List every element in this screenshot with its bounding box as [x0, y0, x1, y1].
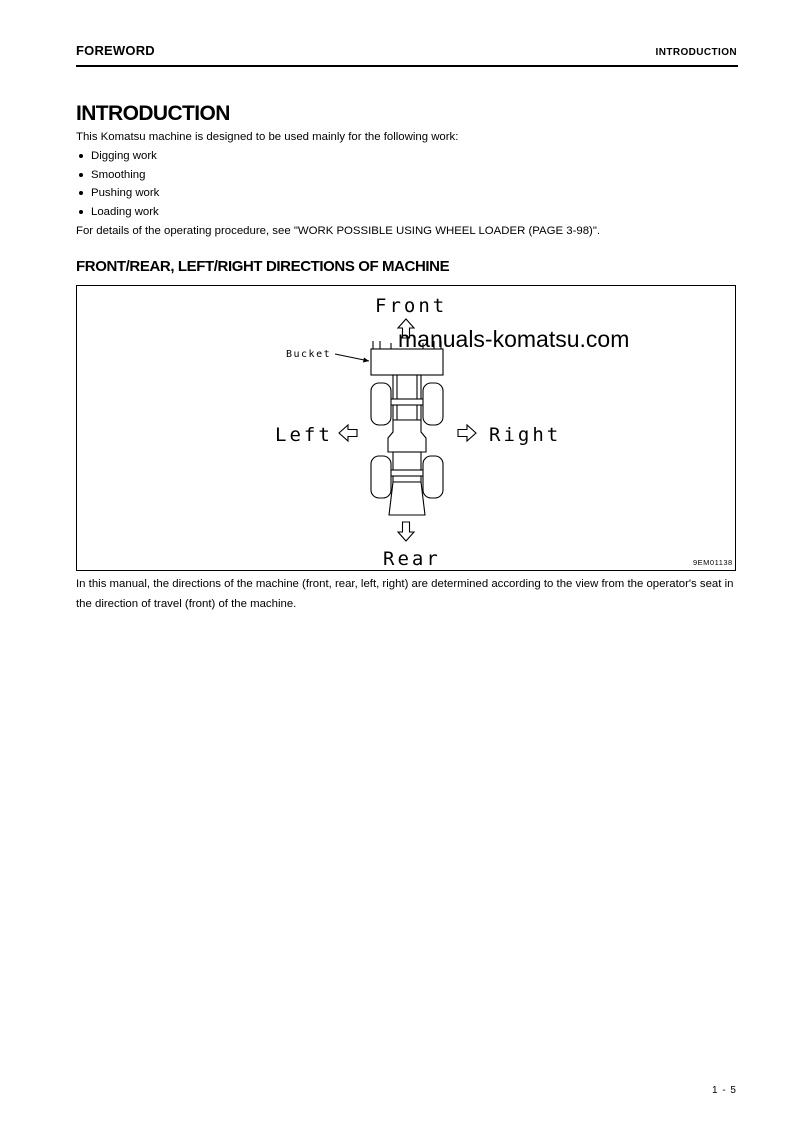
intro-lead: This Komatsu machine is designed to be used mainly for the following work:	[76, 131, 459, 143]
counterweight	[389, 482, 425, 515]
rear-label: Rear	[383, 548, 441, 570]
bullet-icon	[79, 154, 83, 158]
list-item-label: Pushing work	[91, 187, 160, 200]
intro-text	[76, 128, 746, 241]
front-left-tire	[371, 383, 391, 425]
rear-right-tire	[423, 456, 443, 498]
figure-id: 9EM01138	[693, 558, 733, 567]
left-arrow-icon	[339, 425, 357, 441]
front-label: Front	[375, 295, 448, 317]
list-item	[76, 147, 746, 166]
bucket-leader-arrow-icon	[363, 358, 369, 363]
bullet-icon	[79, 173, 83, 177]
bucket-label: Bucket	[286, 349, 332, 360]
header-divider	[76, 65, 738, 67]
list-item-label: Digging work	[91, 149, 157, 162]
page-number: 1 - 5	[711, 1085, 737, 1096]
intro-details: For details of the operating procedure, see "WORK POSSIBLE USING WHEEL LOADER (PAGE 3-98)".	[76, 224, 601, 237]
bullet-icon	[79, 191, 83, 195]
list-item	[76, 203, 746, 222]
list-item-label: Loading work	[91, 206, 159, 219]
right-arrow-icon	[458, 425, 476, 441]
watermark-text: manuals-komatsu.com	[398, 326, 630, 352]
list-item	[76, 184, 746, 203]
machine-outline	[371, 341, 443, 515]
header-section-label: FOREWORD	[76, 43, 155, 58]
header-chapter-label: INTRODUCTION	[655, 47, 737, 58]
work-list	[76, 147, 746, 222]
rear-left-tire	[371, 456, 391, 498]
bullet-icon	[79, 210, 83, 214]
center-joint	[388, 420, 426, 452]
right-label: Right	[489, 424, 562, 446]
rear-frame	[393, 452, 421, 482]
section-title: FRONT/REAR, LEFT/RIGHT DIRECTIONS OF MACHINE	[76, 258, 450, 275]
page-title: INTRODUCTION	[76, 102, 230, 125]
left-label: Left	[275, 424, 333, 446]
list-item	[76, 166, 746, 185]
description-text: In this manual, the directions of the machine (front, rear, left, right) are determined according to the view from the operator's seat in the direction of travel (front) of the machine.	[76, 578, 734, 610]
front-right-tire	[423, 383, 443, 425]
rear-arrow-icon	[398, 522, 414, 541]
list-item-label: Smoothing	[91, 168, 146, 181]
